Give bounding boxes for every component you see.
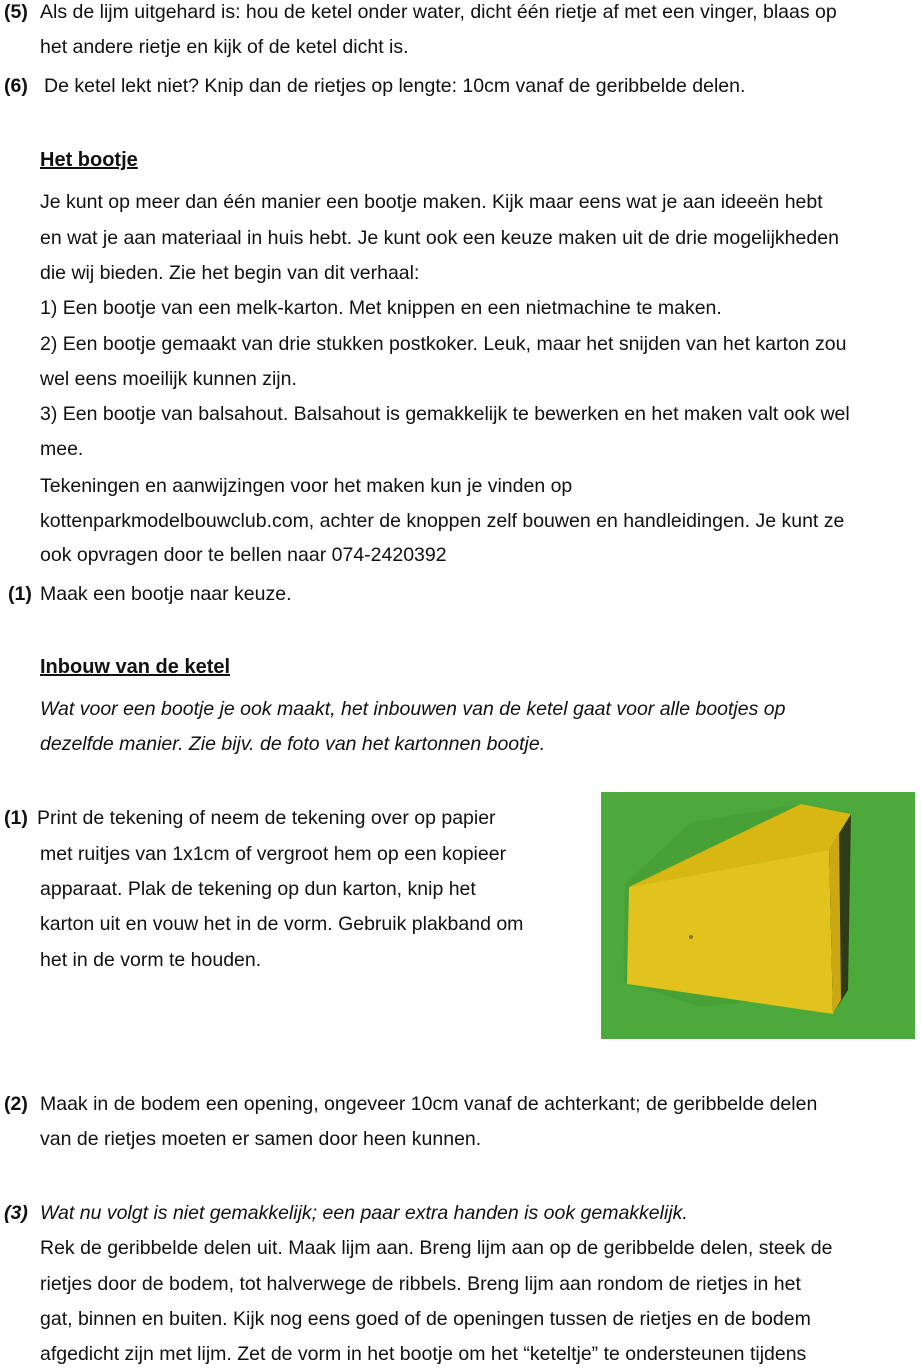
step-text: Print de tekening of neem de tekening over op papier (37, 807, 496, 829)
step-italic-note: Wat nu volgt is niet gemakkelijk; een paar extra handen is ook gemakkelijk. (40, 1202, 688, 1224)
step-text: apparaat. Plak de tekening op dun karton, knip het (40, 878, 476, 900)
step-text: gat, binnen en buiten. Kijk nog eens goed of de openingen tussen de rietjes en de bodem (40, 1308, 811, 1330)
carton-mark (689, 935, 693, 939)
step-number: (5) (4, 1, 28, 23)
step-number: (6) (4, 75, 28, 97)
section-heading-inbouw: Inbouw van de ketel (40, 656, 231, 678)
step-text: Als de lijm uitgehard is: hou de ketel onder water, dicht één rietje af met een vinger, blaas op (40, 1, 837, 23)
step-text: het andere rietje en kijk of de ketel dicht is. (40, 36, 409, 58)
step-number: (3) (4, 1202, 28, 1224)
step-text: afgedicht zijn met lijm. Zet de vorm in het bootje om het “keteltje” te ondersteunen tijdens (40, 1343, 807, 1365)
paragraph-line: en wat je aan materiaal in huis hebt. Je kunt ook een keuze maken uit de drie mogelijkheden (40, 227, 839, 249)
paragraph-line: mee. (40, 438, 84, 460)
paragraph-line: Je kunt op meer dan één manier een bootje maken. Kijk maar eens wat je aan ideeën hebt (40, 191, 823, 213)
intro-line: Wat voor een bootje je ook maakt, het inbouwen van de ketel gaat voor alle bootjes op (40, 698, 786, 720)
paragraph-line: wel eens moeilijk kunnen zijn. (40, 368, 297, 390)
section-heading-bootje: Het bootje (40, 149, 138, 171)
step-text: rietjes door de bodem, tot halverwege de ribbels. Breng lijm aan rondom de rietjes in het (40, 1273, 801, 1295)
paragraph-line: 3) Een bootje van balsahout. Balsahout is gemakkelijk te bewerken en het maken valt ook wel (40, 403, 850, 425)
step-text: Maak in de bodem een opening, ongeveer 10cm vanaf de achterkant; de geribbelde delen (40, 1093, 818, 1115)
step-text: Maak een bootje naar keuze. (40, 583, 292, 605)
step-text: het in de vorm te houden. (40, 949, 262, 971)
step-text: Rek de geribbelde delen uit. Maak lijm aan. Breng lijm aan op de geribbelde delen, steek de (40, 1237, 833, 1259)
step-number: (1) (4, 807, 28, 829)
paragraph-line: Tekeningen en aanwijzingen voor het maken kun je vinden op (40, 475, 573, 497)
paragraph-line: kottenparkmodelbouwclub.com, achter de knoppen zelf bouwen en handleidingen. Je kunt ze (40, 510, 845, 532)
step-number: (1) (8, 583, 32, 605)
step-text: karton uit en vouw het in de vorm. Gebruik plakband om (40, 913, 524, 935)
carton-form-photo (601, 792, 915, 1039)
paragraph-line: 2) Een bootje gemaakt van drie stukken postkoker. Leuk, maar het snijden van het karton zou (40, 333, 847, 355)
step-number: (2) (4, 1093, 28, 1115)
paragraph-line: 1) Een bootje van een melk-karton. Met knippen en een nietmachine te maken. (40, 297, 722, 319)
intro-line: dezelfde manier. Zie bijv. de foto van het kartonnen bootje. (40, 733, 546, 755)
step-text: met ruitjes van 1x1cm of vergroot hem op een kopieer (40, 843, 507, 865)
paragraph-line: die wij bieden. Zie het begin van dit verhaal: (40, 262, 420, 284)
step-text: De ketel lekt niet? Knip dan de rietjes op lengte: 10cm vanaf de geribbelde delen. (44, 75, 746, 97)
paragraph-line: ook opvragen door te bellen naar 074-2420392 (40, 544, 447, 566)
step-text: van de rietjes moeten er samen door heen kunnen. (40, 1128, 482, 1150)
